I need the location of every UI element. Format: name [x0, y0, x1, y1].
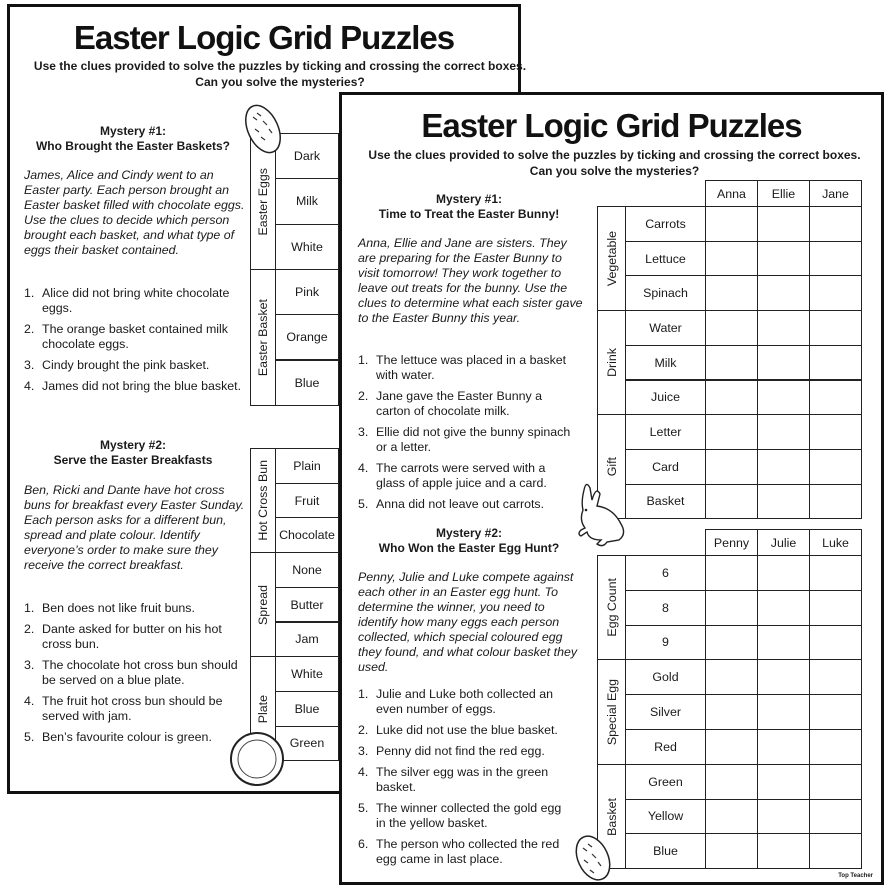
row-label: Yellow [625, 799, 706, 835]
column-header-jane: Jane [809, 180, 862, 207]
mystery1-intro: James, Alice and Cindy went to an Easter party. Each person brought an Easter basket filled with chocolate eggs. Use the clues to decide which person brought each basket, and what type of eggs their basket contained. [24, 168, 245, 257]
mystery1-label: Mystery #1: [99, 124, 167, 138]
clue-number: 4. [358, 765, 369, 779]
category-name: Hot Cross Bun [256, 460, 270, 541]
clue-item [24, 622, 248, 652]
clue-item [358, 461, 574, 491]
grid-answer-cell[interactable] [705, 449, 758, 485]
grid-answer-cell[interactable] [757, 694, 810, 730]
grid-answer-cell[interactable] [757, 729, 810, 765]
clue-item [24, 658, 248, 688]
clue-text: The silver egg was in the green basket. [376, 765, 549, 794]
grid-answer-cell[interactable] [705, 590, 758, 626]
clue-item [24, 694, 248, 724]
page-subtitle: Use the clues provided to solve the puzzles by ticking and crossing the correct boxes. Can you solve the mysteries? [33, 59, 527, 89]
column-header-anna: Anna [705, 180, 758, 207]
grid-answer-cell[interactable] [757, 380, 810, 416]
grid-answer-cell[interactable] [705, 555, 758, 591]
row-label: Milk [275, 178, 339, 224]
row-label: Carrots [625, 206, 706, 242]
category-name: Egg Count [604, 578, 619, 637]
column-header-ellie: Ellie [757, 180, 810, 207]
category-name: Vegetable [604, 230, 619, 287]
row-label: Basket [625, 484, 706, 520]
clue-text: Dante asked for butter on his hot cross bun. [42, 622, 222, 651]
grid-answer-cell[interactable] [705, 659, 758, 695]
row-label: Green [625, 764, 706, 800]
row-label: Blue [625, 833, 706, 869]
category-label [250, 552, 276, 657]
row-label: Orange [275, 314, 339, 360]
mystery2-intro: Ben, Ricki and Dante have hot cross buns for breakfast every Easter Sunday. Each person asks for a different bun, spread and plate colour. Identify everyone’s order to make sure they receive the correct breakfast. [24, 483, 245, 572]
clue-item [358, 425, 574, 455]
row-label: 6 [625, 555, 706, 591]
row-label: Jam [275, 622, 339, 658]
category-label [597, 659, 626, 764]
row-label: Water [625, 310, 706, 346]
row-label: Lettuce [625, 241, 706, 277]
clue-text: The winner collected the gold egg in the yellow basket. [376, 801, 562, 830]
grid-answer-cell[interactable] [809, 275, 862, 311]
grid-answer-cell[interactable] [809, 625, 862, 661]
grid-answer-cell[interactable] [757, 310, 810, 346]
grid-answer-cell[interactable] [809, 590, 862, 626]
grid-answer-cell[interactable] [809, 729, 862, 765]
clue-number: 6. [358, 837, 369, 851]
mystery1-heading: Who Brought the Easter Baskets? [35, 139, 231, 153]
grid-answer-cell[interactable] [757, 799, 810, 835]
row-label: Chocolate [275, 517, 339, 553]
column-header-penny: Penny [705, 529, 758, 556]
category-name: Gift [604, 457, 619, 477]
clue-number: 4. [24, 379, 35, 393]
easter-egg-icon [570, 830, 616, 886]
grid-answer-cell[interactable] [809, 694, 862, 730]
grid-answer-cell[interactable] [809, 764, 862, 800]
category-name: Spread [256, 584, 270, 625]
clue-text: James did not bring the blue basket. [42, 379, 242, 393]
grid-answer-cell[interactable] [705, 206, 758, 242]
clue-number: 4. [358, 461, 369, 475]
clue-item [358, 801, 574, 831]
brand-footer: Top Teacher [838, 873, 873, 879]
grid-answer-cell[interactable] [757, 590, 810, 626]
grid-answer-cell[interactable] [705, 729, 758, 765]
row-label: None [275, 552, 339, 588]
clue-text: Anna did not leave out carrots. [376, 497, 545, 511]
row-label: Green [275, 726, 339, 762]
row-label: White [275, 224, 339, 270]
mystery1-intro: Anna, Ellie and Jane are sisters. They are preparing for the Easter Bunny to visit tomorrow! They work together to leave out treats for the bunny. Use the clues to determine what each sister gave to the Easter Bunny this year. [358, 236, 583, 325]
clue-text: Penny did not find the red egg. [376, 744, 545, 758]
clue-number: 3. [358, 744, 369, 758]
row-label: Blue [275, 691, 339, 727]
clue-number: 2. [358, 723, 369, 737]
grid-answer-cell[interactable] [705, 625, 758, 661]
clue-item [358, 837, 574, 867]
clue-item [24, 730, 248, 745]
clue-number: 5. [358, 497, 369, 511]
clue-text: The person who collected the red egg came in last place. [376, 837, 560, 866]
mystery2-label: Mystery #2: [435, 526, 503, 540]
grid-answer-cell[interactable] [705, 380, 758, 416]
page-subtitle: Use the clues provided to solve the puzzles by ticking and crossing the correct boxes. Can you solve the mysteries? [368, 148, 861, 178]
grid-answer-cell[interactable] [757, 206, 810, 242]
grid-answer-cell[interactable] [809, 659, 862, 695]
category-name: Easter Basket [256, 298, 270, 376]
row-label: Card [625, 449, 706, 485]
clue-item [24, 322, 248, 352]
mystery2-heading: Who Won the Easter Egg Hunt? [378, 541, 560, 555]
row-label: 9 [625, 625, 706, 661]
grid-answer-cell[interactable] [705, 275, 758, 311]
page-title: Easter Logic Grid Puzzles [73, 19, 455, 56]
clue-text: The lettuce was placed in a basket with water. [376, 353, 567, 382]
grid-answer-cell[interactable] [757, 555, 810, 591]
clue-item [24, 358, 248, 373]
row-label: White [275, 656, 339, 692]
clue-text: Cindy brought the pink basket. [42, 358, 210, 372]
column-header-julie: Julie [757, 529, 810, 556]
clue-text: Julie and Luke both collected an even number of eggs. [376, 687, 554, 716]
category-label [597, 310, 626, 415]
grid-answer-cell[interactable] [809, 799, 862, 835]
grid-answer-cell[interactable] [757, 449, 810, 485]
grid-answer-cell[interactable] [809, 414, 862, 450]
clue-text: The chocolate hot cross bun should be served on a blue plate. [42, 658, 238, 687]
clue-number: 4. [24, 694, 35, 708]
row-label: Blue [275, 360, 339, 406]
category-name: Special Egg [604, 679, 619, 746]
grid-answer-cell[interactable] [757, 241, 810, 277]
mystery1-heading: Time to Treat the Easter Bunny! [378, 207, 560, 221]
clue-text: Ellie did not give the bunny spinach or a letter. [376, 425, 571, 454]
mystery2-label: Mystery #2: [99, 438, 167, 452]
mystery1-clues [358, 353, 574, 518]
plate-icon [228, 729, 286, 789]
grid-answer-cell[interactable] [705, 764, 758, 800]
clue-item [358, 389, 574, 419]
clue-text: Alice did not bring white chocolate eggs. [42, 286, 230, 315]
clue-number: 1. [24, 286, 35, 300]
clue-number: 5. [358, 801, 369, 815]
grid-answer-cell[interactable] [757, 764, 810, 800]
clue-number: 1. [358, 687, 369, 701]
grid-answer-cell[interactable] [757, 625, 810, 661]
grid-answer-cell[interactable] [705, 414, 758, 450]
grid-answer-cell[interactable] [705, 345, 758, 381]
clue-number: 3. [24, 658, 35, 672]
grid-answer-cell[interactable] [757, 275, 810, 311]
easter-egg-icon [241, 99, 285, 159]
clue-text: Jane gave the Easter Bunny a carton of chocolate milk. [376, 389, 543, 418]
row-label: Letter [625, 414, 706, 450]
clue-number: 2. [358, 389, 369, 403]
category-label [250, 448, 276, 553]
grid-answer-cell[interactable] [809, 484, 862, 520]
grid-answer-cell[interactable] [809, 206, 862, 242]
clue-number: 2. [24, 322, 35, 336]
clue-item [358, 687, 574, 717]
grid-answer-cell[interactable] [809, 380, 862, 416]
row-label: Dark [275, 133, 339, 179]
row-label: Juice [625, 380, 706, 416]
row-label: Pink [275, 269, 339, 315]
row-label: Silver [625, 694, 706, 730]
row-label: Red [625, 729, 706, 765]
grid-answer-cell[interactable] [757, 833, 810, 869]
category-name: Drink [604, 348, 619, 378]
clue-number: 1. [24, 601, 35, 615]
category-label [597, 206, 626, 311]
grid-answer-cell[interactable] [705, 310, 758, 346]
mystery2-heading: Serve the Easter Breakfasts [53, 453, 213, 467]
mystery1-clues [24, 286, 248, 400]
clue-item [24, 286, 248, 316]
grid-answer-cell[interactable] [705, 833, 758, 869]
row-label: Butter [275, 587, 339, 623]
grid-answer-cell[interactable] [757, 345, 810, 381]
clue-number: 3. [358, 425, 369, 439]
clue-item [358, 744, 574, 759]
grid-answer-cell[interactable] [705, 799, 758, 835]
row-label: Gold [625, 659, 706, 695]
clue-item [358, 497, 574, 512]
clue-number: 2. [24, 622, 35, 636]
grid-answer-cell[interactable] [809, 241, 862, 277]
grid-answer-cell[interactable] [809, 345, 862, 381]
grid-answer-cell[interactable] [757, 414, 810, 450]
clue-text: The carrots were served with a glass of apple juice and a card. [376, 461, 547, 490]
grid-answer-cell[interactable] [809, 555, 862, 591]
grid-answer-cell[interactable] [705, 484, 758, 520]
row-label: Spinach [625, 275, 706, 311]
category-name: Easter Eggs [256, 167, 270, 236]
clue-text: The fruit hot cross bun should be served with jam. [42, 694, 223, 723]
mystery2-clues [24, 601, 248, 751]
front-worksheet-page [339, 92, 884, 885]
grid-answer-cell[interactable] [757, 484, 810, 520]
mystery2-intro: Penny, Julie and Luke compete against each other in an Easter egg hunt. To determine the winner, you need to identify how many eggs each person collected, which special coloured egg they found, and what colour basket they used. [358, 570, 578, 674]
grid-answer-cell[interactable] [705, 694, 758, 730]
category-label [597, 555, 626, 660]
category-label [250, 269, 276, 406]
page-title: Easter Logic Grid Puzzles [421, 107, 802, 144]
clue-text: Ben’s favourite colour is green. [42, 730, 212, 744]
column-header-luke: Luke [809, 529, 862, 556]
grid-answer-cell[interactable] [809, 833, 862, 869]
bunny-icon [570, 480, 636, 550]
grid-answer-cell[interactable] [809, 449, 862, 485]
clue-text: Luke did not use the blue basket. [376, 723, 558, 737]
clue-item [358, 723, 574, 738]
grid-answer-cell[interactable] [757, 659, 810, 695]
row-label: Milk [625, 345, 706, 381]
row-label: Fruit [275, 483, 339, 519]
clue-number: 5. [24, 730, 35, 744]
clue-text: Ben does not like fruit buns. [42, 601, 195, 615]
row-label: 8 [625, 590, 706, 626]
mystery1-label: Mystery #1: [435, 192, 503, 206]
grid-answer-cell[interactable] [809, 310, 862, 346]
clue-item [358, 353, 574, 383]
category-name: Basket [604, 797, 619, 836]
grid-answer-cell[interactable] [705, 241, 758, 277]
clue-item [24, 601, 248, 616]
row-label: Plain [275, 448, 339, 484]
clue-item [24, 379, 248, 394]
clue-number: 1. [358, 353, 369, 367]
mystery2-clues [358, 687, 574, 873]
clue-item [358, 765, 574, 795]
category-name: Plate [256, 694, 270, 723]
clue-text: The orange basket contained milk chocolate eggs. [42, 322, 228, 351]
clue-number: 3. [24, 358, 35, 372]
